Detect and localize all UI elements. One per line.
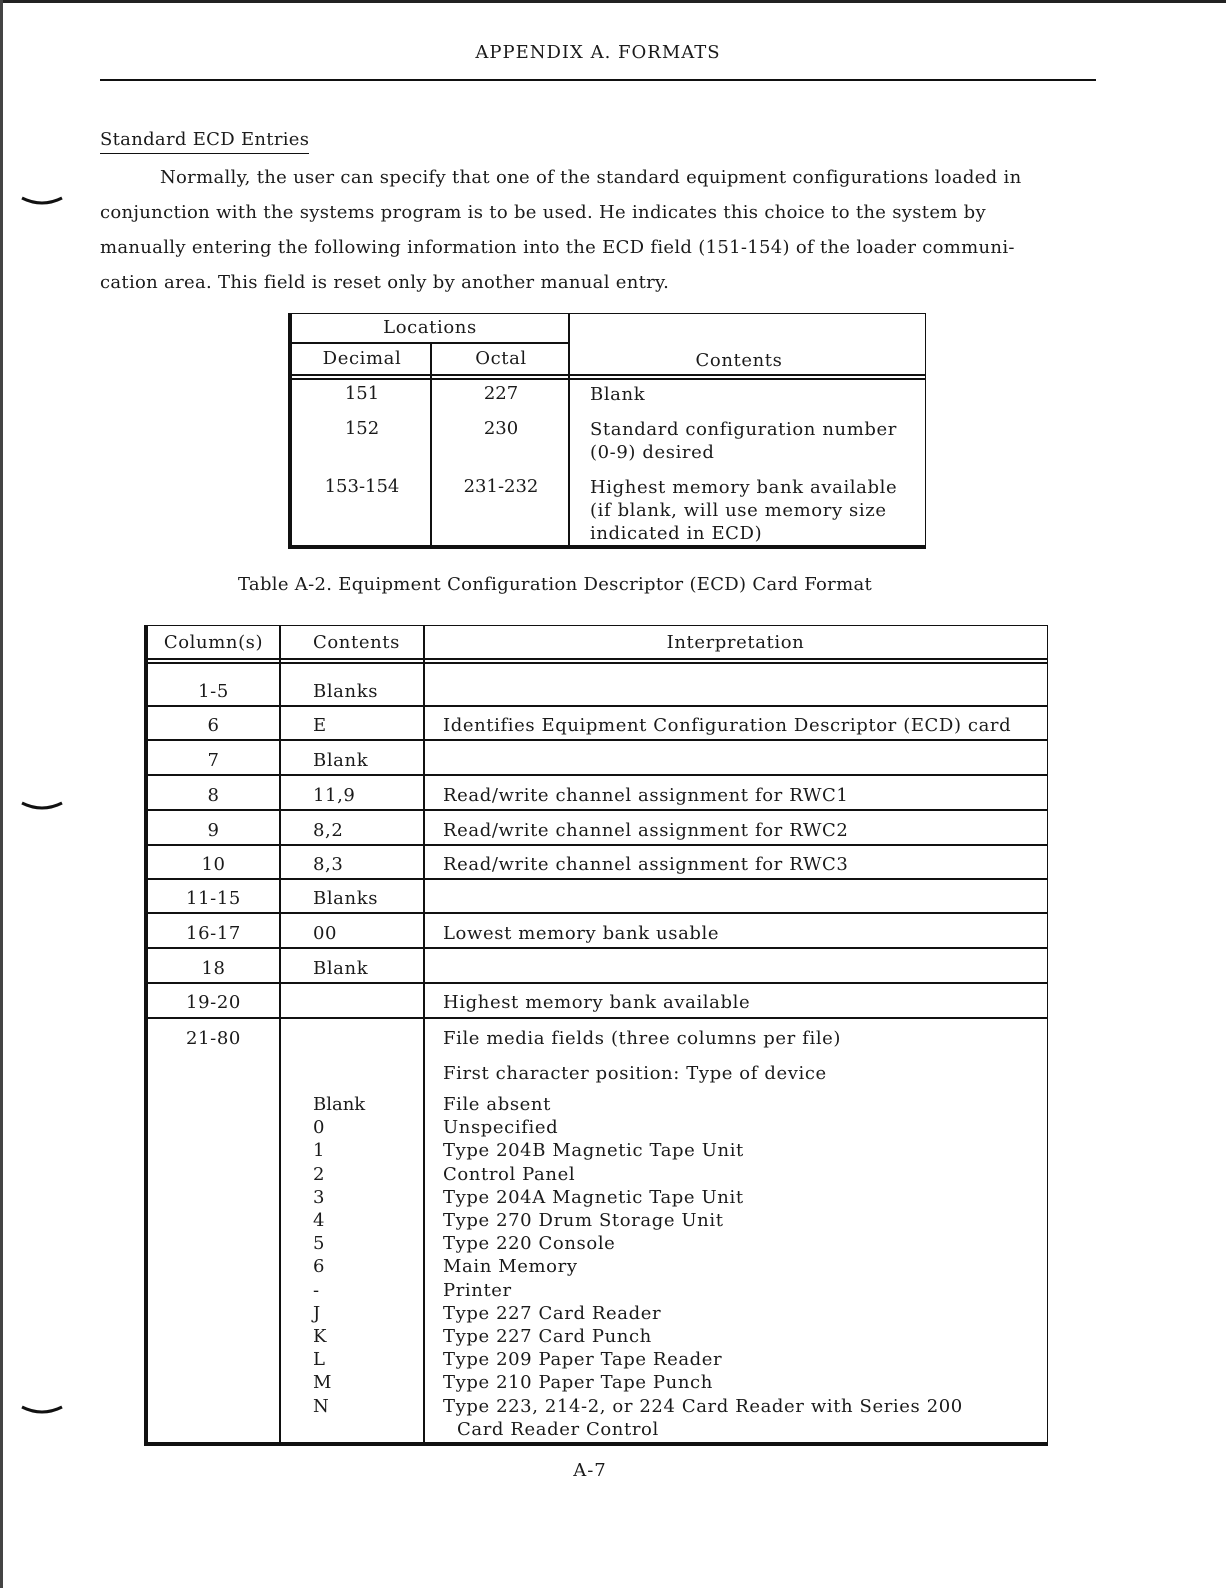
device-code: K (313, 1326, 327, 1348)
paragraph-line: conjunction with the systems program is to be used. He indicates this choice to the system by (100, 202, 986, 223)
device-meaning: Type 227 Card Punch (443, 1326, 652, 1348)
columns-header: Column(s) (163, 632, 264, 653)
contents-header: Contents (313, 632, 400, 653)
device-meaning: Type 227 Card Reader (443, 1302, 662, 1324)
octal-cell: 231-232 (463, 476, 539, 497)
decimal-header: Decimal (322, 348, 402, 369)
locations-group-header: Locations (383, 317, 477, 338)
row-divider (292, 342, 568, 344)
device-meaning: Control Panel (443, 1163, 576, 1185)
intro-paragraph (100, 160, 1090, 300)
device-code: N (313, 1395, 329, 1417)
device-code: M (313, 1372, 332, 1394)
device-meaning: Type 270 Drum Storage Unit (443, 1210, 724, 1232)
table-row: 9 8,2 Read/write channel assignment for RWC2 (207, 820, 849, 841)
device-meaning: Type 204A Magnetic Tape Unit (443, 1186, 744, 1208)
page-header: APPENDIX A. FORMATS (475, 42, 721, 63)
header-divider (148, 662, 1047, 664)
device-meaning: File absent (443, 1094, 551, 1115)
octal-cell: 227 (483, 383, 519, 404)
device-code: 4 (313, 1210, 325, 1232)
device-code: - (313, 1279, 320, 1301)
device-code: 2 (313, 1163, 325, 1185)
device-code: 6 (313, 1256, 325, 1278)
table-row: 16-17 00 Lowest memory bank usable (186, 923, 720, 944)
header-divider (292, 374, 925, 376)
contents-cell: Blank (590, 384, 646, 405)
top-scan-edge (0, 0, 1226, 3)
decimal-cell: 152 (344, 418, 380, 439)
decimal-cell: 151 (344, 383, 380, 404)
octal-header: Octal (475, 348, 527, 369)
paragraph-line: manually entering the following information into the ECD field (151-154) of the loader communi- (100, 237, 1015, 258)
table-row: 10 8,3 Read/write channel assignment for RWC3 (201, 854, 849, 875)
device-code: J (313, 1302, 321, 1324)
table-row: 7 Blank (207, 750, 369, 771)
table-row: 1-5 Blanks (198, 681, 379, 702)
section-title: Standard ECD Entries (100, 129, 309, 150)
binding-hole-mark (20, 800, 64, 814)
contents-header: Contents (695, 350, 783, 371)
page-number: A-7 (573, 1460, 607, 1481)
file-media-row: 21-80 File media fields (three columns per file) (186, 1028, 842, 1049)
paragraph-line: cation area. This field is reset only by another manual entry. (100, 272, 670, 293)
table-row: 8 11,9 Read/write channel assignment for RWC1 (207, 785, 849, 806)
table-row: 18 Blank (201, 958, 369, 979)
contents-cell: Highest memory bank available (if blank, will use memory size indicated in ECD) (590, 477, 898, 544)
table-row: 11-15 Blanks (186, 888, 379, 909)
device-meaning-list (443, 1093, 963, 1441)
device-meaning: Type 223, 214-2, or 224 Card Reader with Series 200 (443, 1395, 963, 1417)
device-code-list (313, 1093, 365, 1418)
ecd-card-table (144, 625, 1048, 1446)
locations-table (288, 313, 926, 549)
device-meaning: Main Memory (443, 1256, 578, 1278)
device-code: 1 (313, 1140, 325, 1162)
left-scan-edge (0, 0, 3, 1588)
device-code: 0 (313, 1117, 325, 1139)
device-meaning: Type 220 Console (443, 1233, 616, 1255)
header-divider (292, 378, 925, 380)
device-meaning: Unspecified (443, 1117, 559, 1139)
device-meaning: Type 204B Magnetic Tape Unit (443, 1140, 744, 1162)
device-meaning: Type 209 Paper Tape Reader (443, 1349, 723, 1371)
octal-cell: 230 (483, 418, 519, 439)
device-meaning: Printer (443, 1279, 512, 1301)
decimal-cell: 153-154 (324, 476, 400, 497)
table-header-row (148, 626, 1047, 660)
binding-hole-mark (20, 1404, 64, 1418)
device-code: Blank (313, 1094, 366, 1115)
paragraph-line: Normally, the user can specify that one of the standard equipment configurations loaded in (160, 167, 1022, 188)
header-rule (100, 79, 1096, 81)
device-code: L (313, 1349, 325, 1371)
table-caption: Table A-2. Equipment Configuration Descriptor (ECD) Card Format (238, 574, 873, 595)
table-row: 6 E Identifies Equipment Configuration Descriptor (ECD) card (207, 715, 1012, 736)
table-row: 19-20 Highest memory bank available (186, 992, 751, 1013)
device-meaning: Type 210 Paper Tape Punch (443, 1372, 713, 1394)
file-media-subheading: First character position: Type of device (443, 1063, 827, 1084)
contents-cell: Standard configuration number (0-9) desired (590, 419, 897, 463)
device-meaning-continuation: Card Reader Control (457, 1418, 659, 1440)
device-code: 3 (313, 1186, 325, 1208)
binding-hole-mark (20, 195, 64, 209)
interpretation-header: Interpretation (666, 632, 805, 653)
device-code: 5 (313, 1233, 325, 1255)
